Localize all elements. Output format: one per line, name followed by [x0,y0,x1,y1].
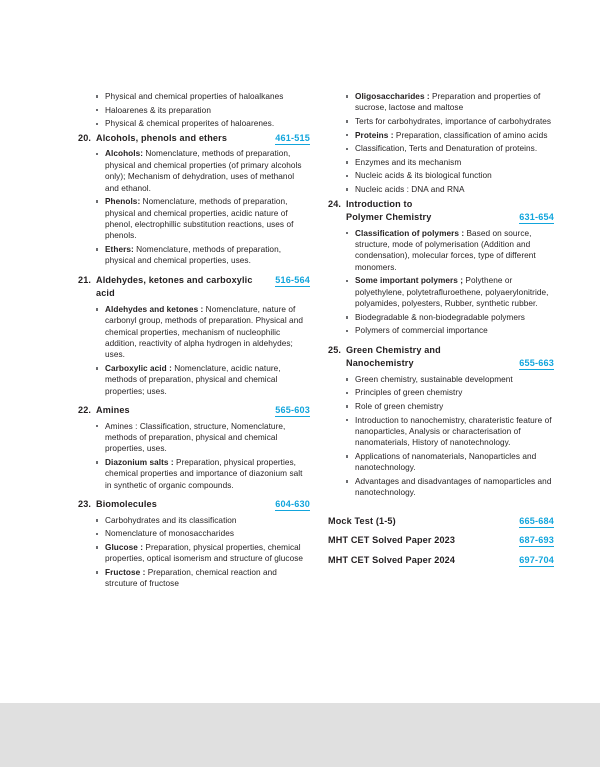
chapter-entry[interactable] [78,132,310,267]
left-column [78,88,310,597]
topic-lead-label: Alcohols: [105,149,144,159]
topic-bullet: Diazonium salts : Preparation, physical properties, chemical properties and importance of diazonium salt in synthetic of organic compounds. [96,457,310,491]
appendix-label: MHT CET Solved Paper 2023 [328,535,456,546]
topic-bullet: Physical & chemical properites of haloarenes. [96,118,310,129]
topic-bullet: Phenols: Nomenclature, methods of preparation, physical and chemical properties, acidic nature of phenol, electrophillic substitution reactions, uses of phenols. [96,196,310,242]
topic-bullet: Glucose : Preparation, physical properties, chemical properties, optical isomerism and structure of glucose [96,542,310,565]
appendix-row[interactable] [328,515,554,528]
topic-bullet: Classification of polymers : Based on source, structure, mode of polymerisation (Addition and condensation), molecular forces, type of different monomers. [346,228,554,274]
appendix-entries [328,515,554,567]
continued-bullet-list [78,91,310,130]
topic-lead-label: Proteins : [355,130,394,140]
chapter-topic-list [78,304,310,397]
topic-bullet: Classification, Terts and Denaturation of proteins. [346,143,554,154]
topic-bullet: Amines : Classification, structure, Nomenclature, methods of preparation, physical and chemical properties, uses. [96,421,310,455]
continued-bullet-list [328,91,554,195]
chapter-title-page-row [96,404,310,418]
topic-lead-label: Aldehydes and ketones : [105,304,204,314]
chapter-title: Polymer Chemistry [346,212,432,223]
chapter-title-block [346,198,554,225]
chapter-number: 21. [78,274,92,285]
chapter-title: Green Chemistry and [346,344,441,355]
right-column [328,88,554,573]
topic-bullet: Enzymes and its mechanism [346,157,554,168]
chapter-entry-header [78,404,310,418]
chapter-title-block [346,344,554,371]
chapter-entry[interactable] [78,498,310,590]
appendix-label: Mock Test (1-5) [328,515,396,526]
topic-bullet: Terts for carbohydrates, importance of carbohydrates [346,116,554,127]
topic-bullet: Some important polymers ; Polythene or polyethylene, polytetrafluroethene, polyaerylonitride, polyamides, polyesters, Rubber, synthetic rubber. [346,275,554,309]
topic-lead-label: Ethers: [105,244,134,254]
chapter-title-page-row [96,132,310,146]
topic-bullet: Introduction to nanochemistry, charateristic feature of nanoparticles, Analysis or characterisation of nanomaterials, History of nanotechnology. [346,415,554,449]
topic-bullet: Proteins : Preparation, classification of amino acids [346,130,554,141]
topic-bullet: Carboxylic acid : Nomenclature, acidic nature, methods of preparation, physical and chemical properties; uses. [96,363,310,397]
right-chapter-entries [328,198,554,499]
topic-bullet: Nucleic acids : DNA and RNA [346,184,554,195]
topic-lead-label: Oligosaccharides : [355,92,430,101]
topic-bullet: Ethers: Nomenclature, methods of preparation, physical and chemical properties, uses. [96,244,310,267]
appendix-row[interactable] [328,554,554,567]
chapter-entry-header [78,498,310,512]
chapter-title: Introduction to [346,198,413,209]
chapter-title-page-row [346,357,554,371]
topic-lead-label: Classification of polymers : [355,228,465,238]
topic-lead-label: Fructose : [105,567,146,577]
topic-lead-label: Phenols: [105,197,141,207]
topic-lead-label: Carboxylic acid : [105,363,172,373]
chapter-entry[interactable] [328,198,554,337]
page-range-link[interactable]: 665-684 [519,515,554,526]
chapter-entry[interactable] [78,404,310,491]
chapter-title: Aldehydes, ketones and carboxylic acid [96,274,253,299]
topic-bullet: Applications of nanomaterials, Nanoparticles and nanotechnology. [346,451,554,474]
contents-columns [0,88,600,597]
chapter-number: 23. [78,499,92,510]
topic-bullet: Fructose : Preparation, chemical reaction and strcuture of fructose [96,567,310,590]
page-range-link[interactable]: 604-630 [275,499,310,510]
chapter-number: 20. [78,132,92,143]
page-range-link[interactable]: 565-603 [275,405,310,416]
page-range-link[interactable]: 697-704 [519,554,554,565]
chapter-title: Biomolecules [96,499,157,510]
topic-bullet: Haloarenes & its preparation [96,105,310,116]
chapter-number: 25. [328,344,342,355]
chapter-number: 24. [328,198,342,209]
topic-bullet: Principles of green chemistry [346,387,554,398]
page-range-link[interactable]: 516-564 [275,274,310,285]
topic-bullet: Polymers of commercial importance [346,325,554,336]
page-range-link[interactable]: 687-693 [519,535,554,546]
chapter-title-block [96,274,310,301]
chapter-title: Alcohols, phenols and ethers [96,132,228,143]
appendix-label: MHT CET Solved Paper 2024 [328,554,456,565]
topic-bullet: Oligosaccharides : Preparation and properties of sucrose, lactose and maltose [346,91,554,114]
topic-bullet: Advantages and disadvantages of namoparticles and nanotechnology. [346,476,554,499]
chapter-entry[interactable] [328,344,554,499]
chapter-title-page-row [96,498,310,512]
chapter-topic-list [328,228,554,337]
topic-lead-label: Glucose : [105,542,144,552]
chapter-title-page-row [346,211,554,225]
chapter-number: 22. [78,405,92,416]
chapter-topic-list [328,374,554,499]
chapter-title-block [96,132,310,146]
chapter-entry-header [78,132,310,146]
chapter-topic-list [78,148,310,266]
topic-bullet: Nomenclature of monosaccharides [96,528,310,539]
chapter-title: Amines [96,405,130,416]
topic-bullet: Biodegradable & non-biodegradable polymers [346,312,554,323]
chapter-title-page-row [96,274,310,301]
page-range-link[interactable]: 655-663 [519,358,554,369]
topic-bullet: Carbohydrates and its classification [96,515,310,526]
chapter-topic-list [78,421,310,492]
chapter-entry-header [78,274,310,301]
chapter-topic-list [78,515,310,590]
topic-bullet: Physical and chemical properties of haloalkanes [96,91,310,102]
chapter-entry-header [328,344,554,371]
left-chapter-entries [78,132,310,590]
topic-bullet: Aldehydes and ketones : Nomenclature, nature of carbonyl group, methods of preparation. Physical and chemical properties, mechanism of nucleophilic addition, reactivity of alpha hydrogen in aldehydes; uses. [96,304,310,361]
topic-lead-label: Some important polymers ; [355,276,464,286]
chapter-title-block [96,498,310,512]
topic-bullet: Alcohols: Nomenclature, methods of preparation, physical and chemical properties (of primary alcohols only); Mechanism of dehydration, uses of methanol and ethanol. [96,148,310,194]
topic-bullet: Green chemistry, sustainable development [346,374,554,385]
chapter-entry-header [328,198,554,225]
topic-bullet: Nucleic acids & its biological function [346,170,554,181]
chapter-title: Nanochemistry [346,358,414,369]
page-range-link[interactable]: 461-515 [275,132,310,143]
topic-bullet: Role of green chemistry [346,401,554,412]
chapter-entry[interactable] [78,274,310,397]
topic-lead-label: Diazonium salts : [105,458,174,468]
chapter-title-block [96,404,310,418]
appendix-row[interactable] [328,534,554,547]
page-range-link[interactable]: 631-654 [519,212,554,223]
